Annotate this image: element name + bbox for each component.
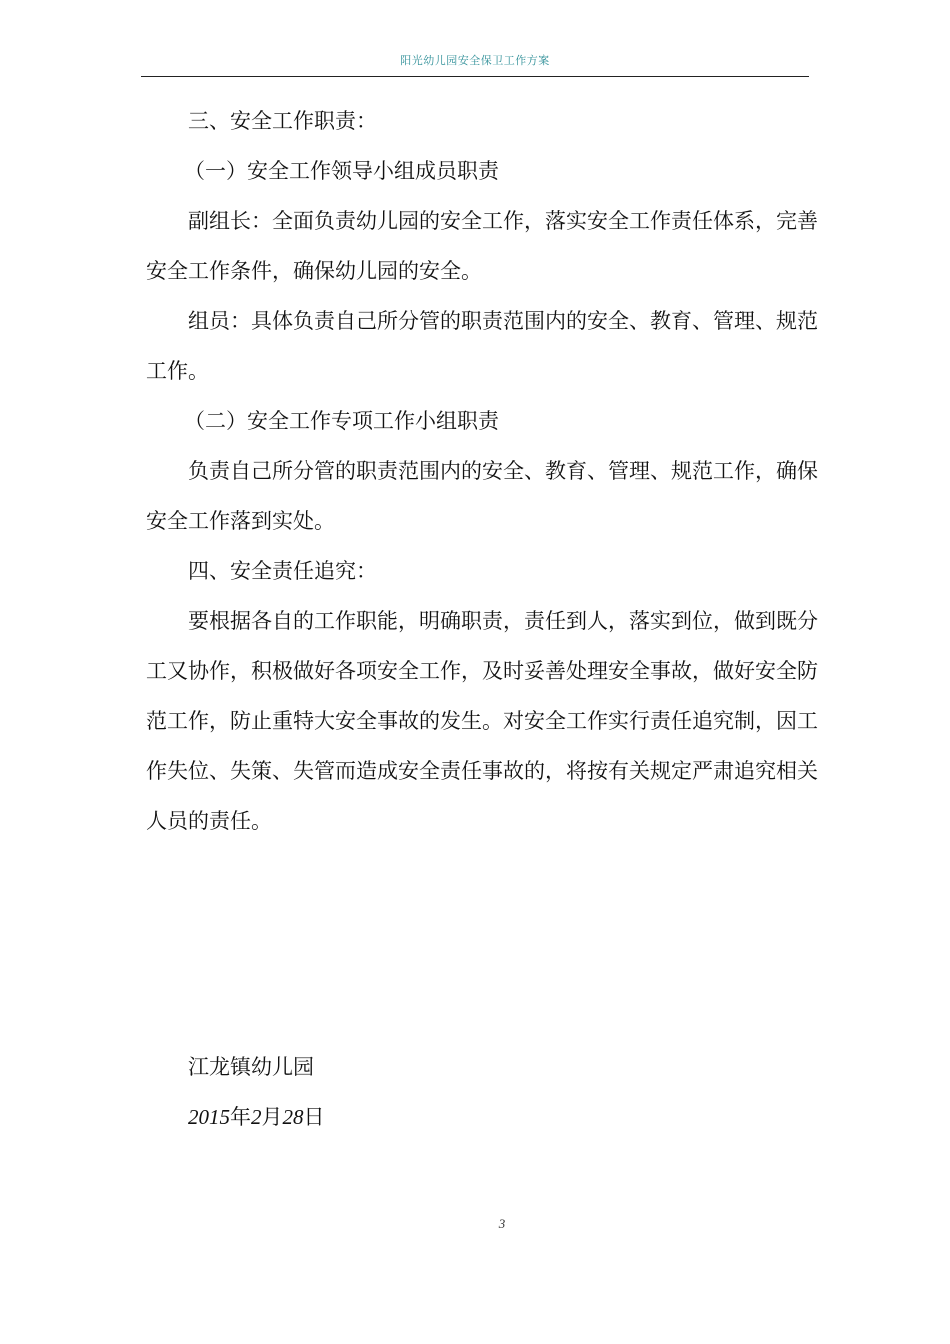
organization-name: 江龙镇幼儿园 (188, 1055, 314, 1079)
date-month: 2 (251, 1105, 262, 1129)
document-date (188, 1092, 325, 1142)
paragraph-special-group-duties: 负责自己所分管的职责范围内的安全、教育、管理、规范工作，确保安全工作落到实处。 (146, 459, 818, 533)
subsection-heading-leadership-group: （一）安全工作领导小组成员职责 (184, 159, 499, 183)
section-heading-responsibilities: 三、安全工作职责： (188, 109, 377, 133)
date-month-char: 月 (261, 1105, 283, 1129)
paragraph-deputy-leader: 副组长：全面负责幼儿园的安全工作，落实安全工作责任体系，完善安全工作条件，确保幼儿园的安全。 (146, 209, 818, 283)
date-year: 2015 (188, 1105, 230, 1129)
paragraph-members: 组员：具体负责自己所分管的职责范围内的安全、教育、管理、规范工作。 (146, 309, 818, 383)
paragraph-accountability: 要根据各自的工作职能，明确职责，责任到人，落实到位，做到既分工又协作，积极做好各项安全工作，及时妥善处理安全事故，做好安全防范工作，防止重特大安全事故的发生。对安全工作实行责任追究制，因工作失位、失策、失管而造成安全责任事故的，将按有关规定严肃追究相关人员的责任。 (146, 609, 818, 833)
document-body (146, 96, 818, 846)
date-day-char: 日 (303, 1105, 325, 1129)
subsection-heading-special-group: （二）安全工作专项工作小组职责 (184, 409, 499, 433)
header-divider (141, 76, 809, 77)
page-number: 3 (498, 1216, 506, 1231)
signature-block (188, 1042, 325, 1142)
date-year-char: 年 (230, 1105, 251, 1129)
section-heading-accountability: 四、安全责任追究： (188, 559, 377, 583)
page-header-title: 阳光幼儿园安全保卫工作方案 (400, 54, 550, 67)
date-day: 28 (282, 1105, 304, 1129)
